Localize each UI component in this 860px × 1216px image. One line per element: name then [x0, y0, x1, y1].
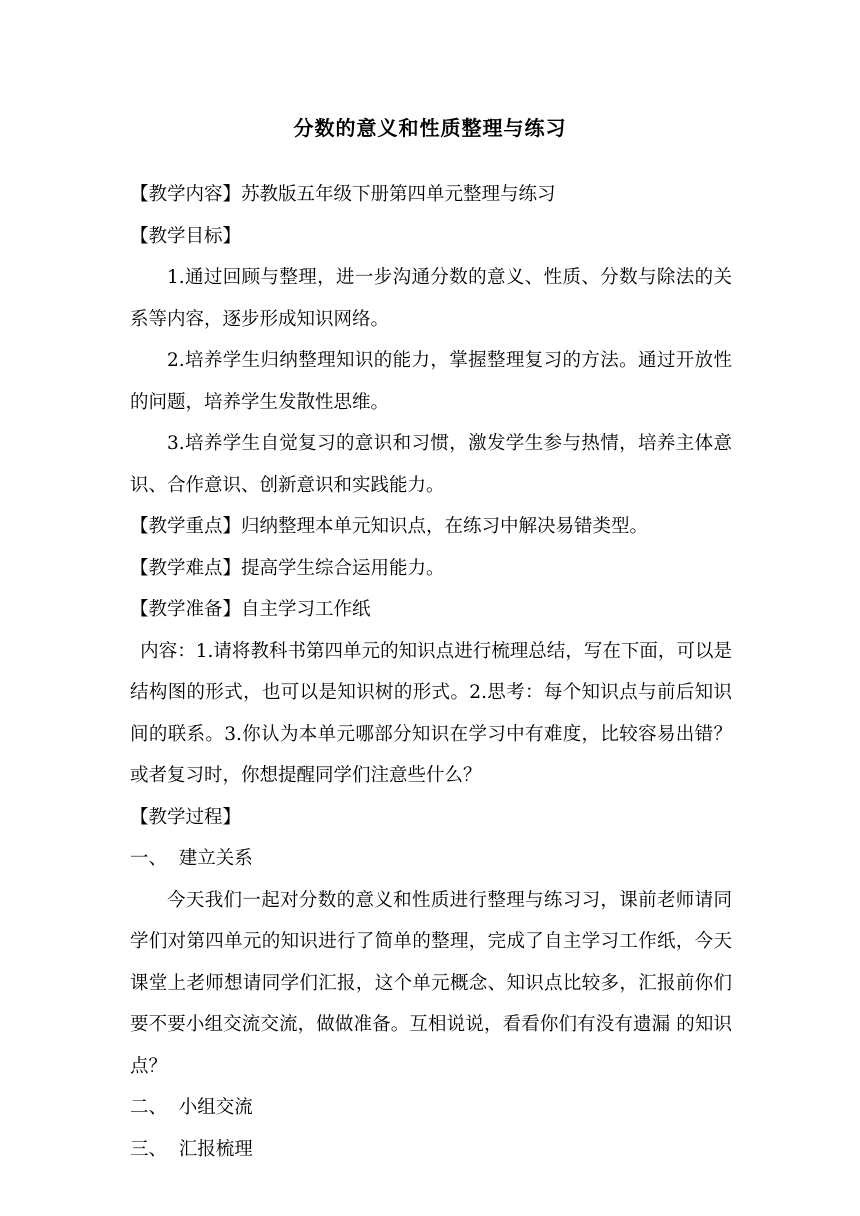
teaching-key-label: 【教学重点】 [130, 516, 242, 537]
step-1-text: 今天我们一起对分数的意义和性质进行整理与练习习，课前老师请同学们对第四单元的知识进行了简单的整理，完成了自主学习工作纸，今天课堂上老师想请同学们汇报，这个单元概念、知识点比较多，汇报前你们要不要小组交流交流，做做准备。互相说说，看看你们有没有遗漏 的知识点？ [130, 889, 732, 1077]
worksheet-content: 内容：1.请将教科书第四单元的知识点进行梳理总结，写在下面，可以是结构图的形式，也可以是知识树的形式。2.思考：每个知识点与前后知识间的联系。3.你认为本单元哪部分知识在学习中有难度，比较容易出错？或者复习时，你想提醒同学们注意些什么？ [130, 640, 732, 786]
teaching-process-heading: 【教学过程】 [130, 806, 242, 828]
document-body [130, 174, 732, 1170]
document-title: 分数的意义和性质整理与练习 [293, 116, 567, 140]
teaching-content-label: 【教学内容】 [130, 184, 242, 205]
teaching-key-line [130, 506, 732, 548]
step-2-heading: 二、 小组交流 [130, 1097, 253, 1118]
teaching-content-text: 苏教版五年级下册第四单元整理与练习 [241, 184, 556, 205]
teaching-prep-text: 自主学习工作纸 [241, 599, 371, 620]
teaching-difficulty-line [130, 548, 732, 590]
goal-item-3: 3.培养学生自觉复习的意识和习惯，激发学生参与热情，培养主体意识、合作意识、创新意识和实践能力。 [130, 433, 732, 496]
teaching-content-line [130, 174, 732, 216]
teaching-prep-label: 【教学准备】 [130, 599, 242, 620]
step-3-heading: 三、 汇报梳理 [130, 1138, 253, 1160]
goal-item-2: 2.培养学生归纳整理知识的能力，掌握整理复习的方法。通过开放性的问题，培养学生发散性思维。 [130, 350, 732, 413]
goal-item-1: 1.通过回顾与整理，进一步沟通分数的意义、性质、分数与除法的关系等内容，逐步形成知识网络。 [130, 267, 732, 330]
teaching-difficulty-label: 【教学难点】 [130, 557, 242, 579]
teaching-goals-heading: 【教学目标】 [130, 225, 242, 247]
teaching-difficulty-text: 提高学生综合运用能力。 [241, 557, 445, 579]
teaching-prep-line [130, 589, 732, 631]
teaching-key-text: 归纳整理本单元知识点，在练习中解决易错类型。 [241, 516, 649, 537]
step-1-heading: 一、 建立关系 [130, 848, 253, 869]
